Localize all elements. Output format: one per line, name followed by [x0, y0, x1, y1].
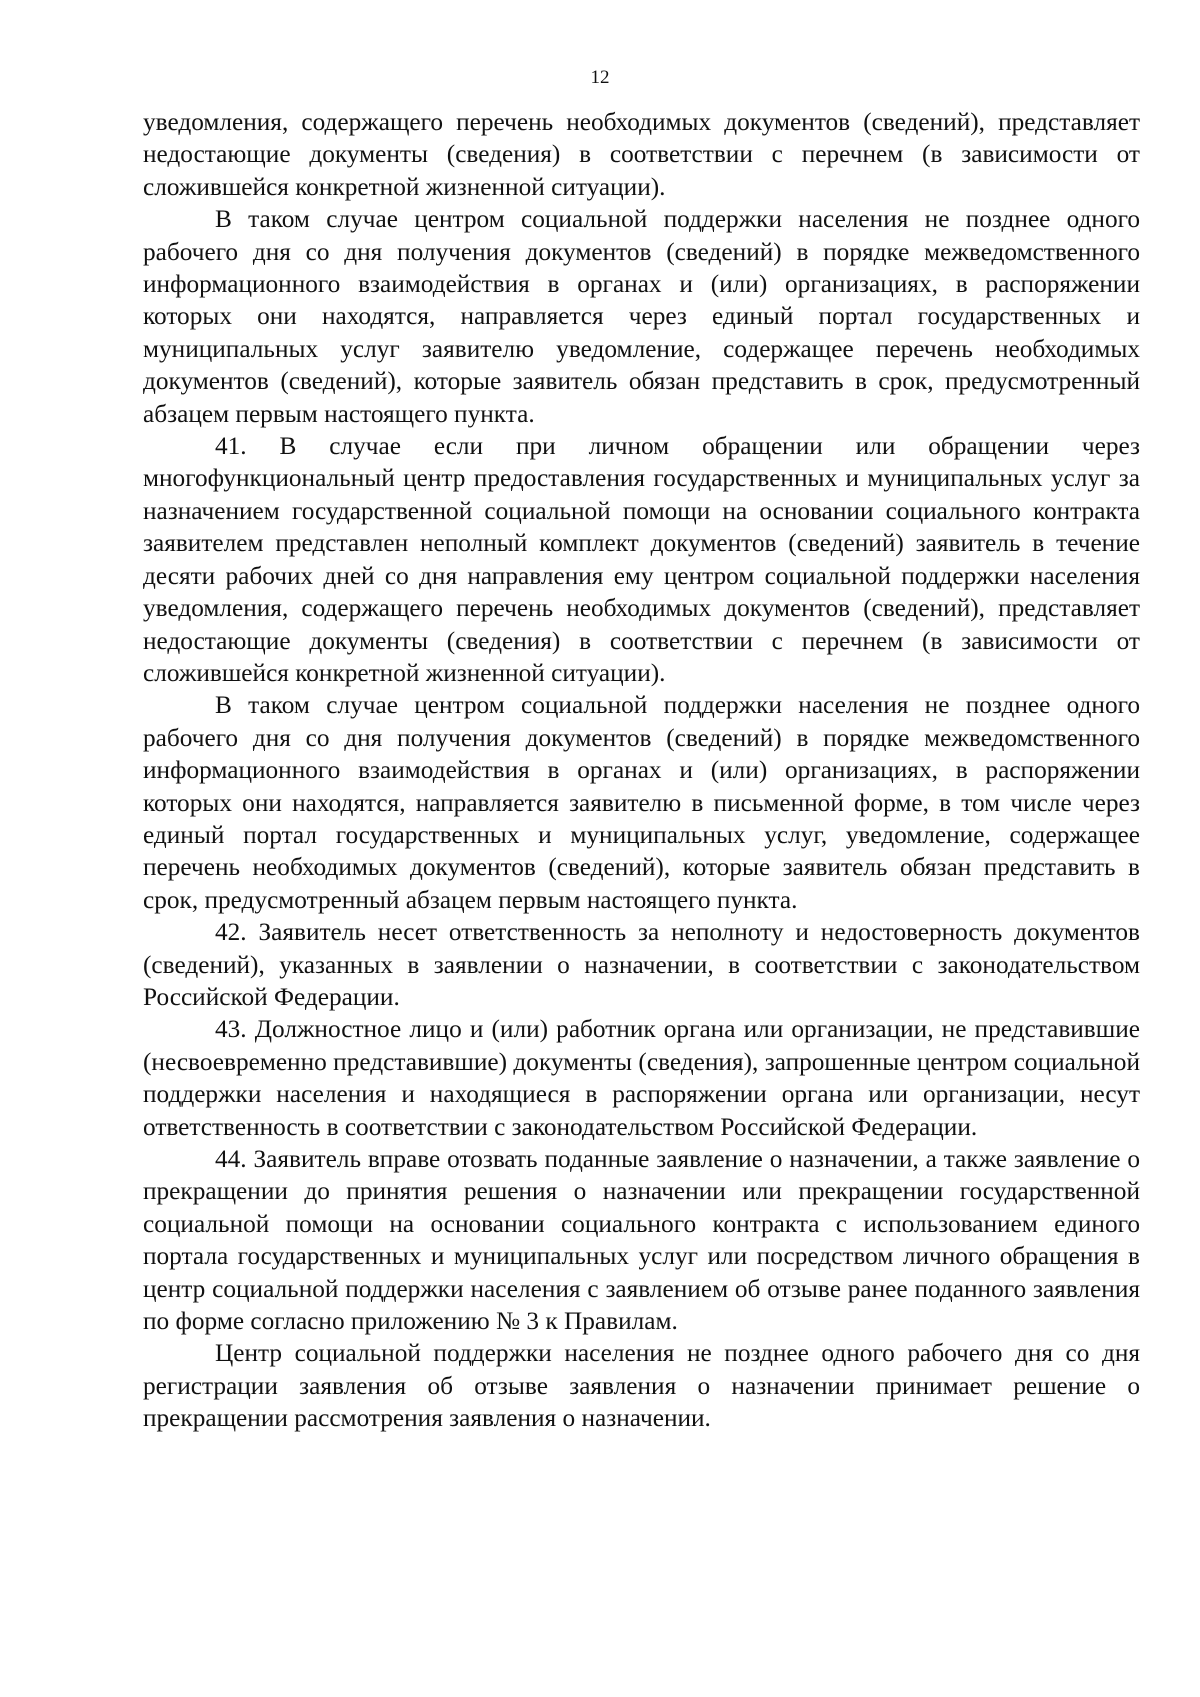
paragraph-clause-43: 43. Должностное лицо и (или) работник органа или организации, не представившие (несвоевременно представившие) документы (сведения), запрошенные центром социальной поддержки населения и находящиеся в распоряжении органа или организации, несут ответственность в соответствии с законодательством Российской Федерации. [143, 1015, 1140, 1141]
paragraph-continuation: уведомления, содержащего перечень необходимых документов (сведений), представляет недостающие документы (сведения) в соответствии с перечнем (в зависимости от сложившейся конкретной жизненной ситуации). [143, 108, 1140, 201]
page-number: 12 [590, 67, 610, 88]
paragraph-clause-42: 42. Заявитель несет ответственность за неполноту и недостоверность документов (сведений), указанных в заявлении о назначении, в соответствии с законодательством Российской Федерации. [143, 918, 1140, 1011]
paragraph-withdrawal-decision: Центр социальной поддержки населения не позднее одного рабочего дня со дня регистрации заявления об отзыве заявления о назначении принимает решение о прекращении рассмотрения заявления о назначении. [143, 1339, 1140, 1433]
paragraph-notification-procedure: В таком случае центром социальной поддержки населения не позднее одного рабочего дня со дня получения документов (сведений) в порядке межведомственного информационного взаимодействия в органах и (или) организациях, в распоряжении которых они находятся, направляется через единый портал государственных и муниципальных услуг заявителю уведомление, содержащее перечень необходимых документов (сведений), которые заявитель обязан представить в срок, предусмотренный абзацем первым настоящего пункта. [143, 205, 1140, 428]
paragraph-clause-44: 44. Заявитель вправе отозвать поданные заявление о назначении, а также заявление о прекращении до принятия решения о назначении или прекращении государственной социальной помощи на основании социального контракта с использованием единого портала государственных и муниципальных услуг или посредством личного обращения в центр социальной поддержки населения с заявлением об отзыве ранее поданного заявления по форме согласно приложению № 3 к Правилам. [143, 1145, 1140, 1336]
paragraph-notification-procedure-2: В таком случае центром социальной поддержки населения не позднее одного рабочего дня со дня получения документов (сведений) в порядке межведомственного информационного взаимодействия в органах и (или) организациях, в распоряжении которых они находятся, направляется заявителю в письменной форме, в том числе через единый портал государственных и муниципальных услуг, уведомление, содержащее перечень необходимых документов (сведений), которые заявитель обязан представить в срок, предусмотренный абзацем первым настоящего пункта. [143, 691, 1140, 914]
document-body [143, 106, 1140, 1435]
paragraph-clause-41: 41. В случае если при личном обращении или обращении через многофункциональный центр предоставления государственных и муниципальных услуг за назначением государственной социальной помощи на основании социального контракта заявителем представлен неполный комплект документов (сведений) заявитель в течение десяти рабочих дней со дня направления ему центром социальной поддержки населения уведомления, содержащего перечень необходимых документов (сведений), представляет недостающие документы (сведения) в соответствии с перечнем (в зависимости от сложившейся конкретной жизненной ситуации). [143, 432, 1140, 687]
